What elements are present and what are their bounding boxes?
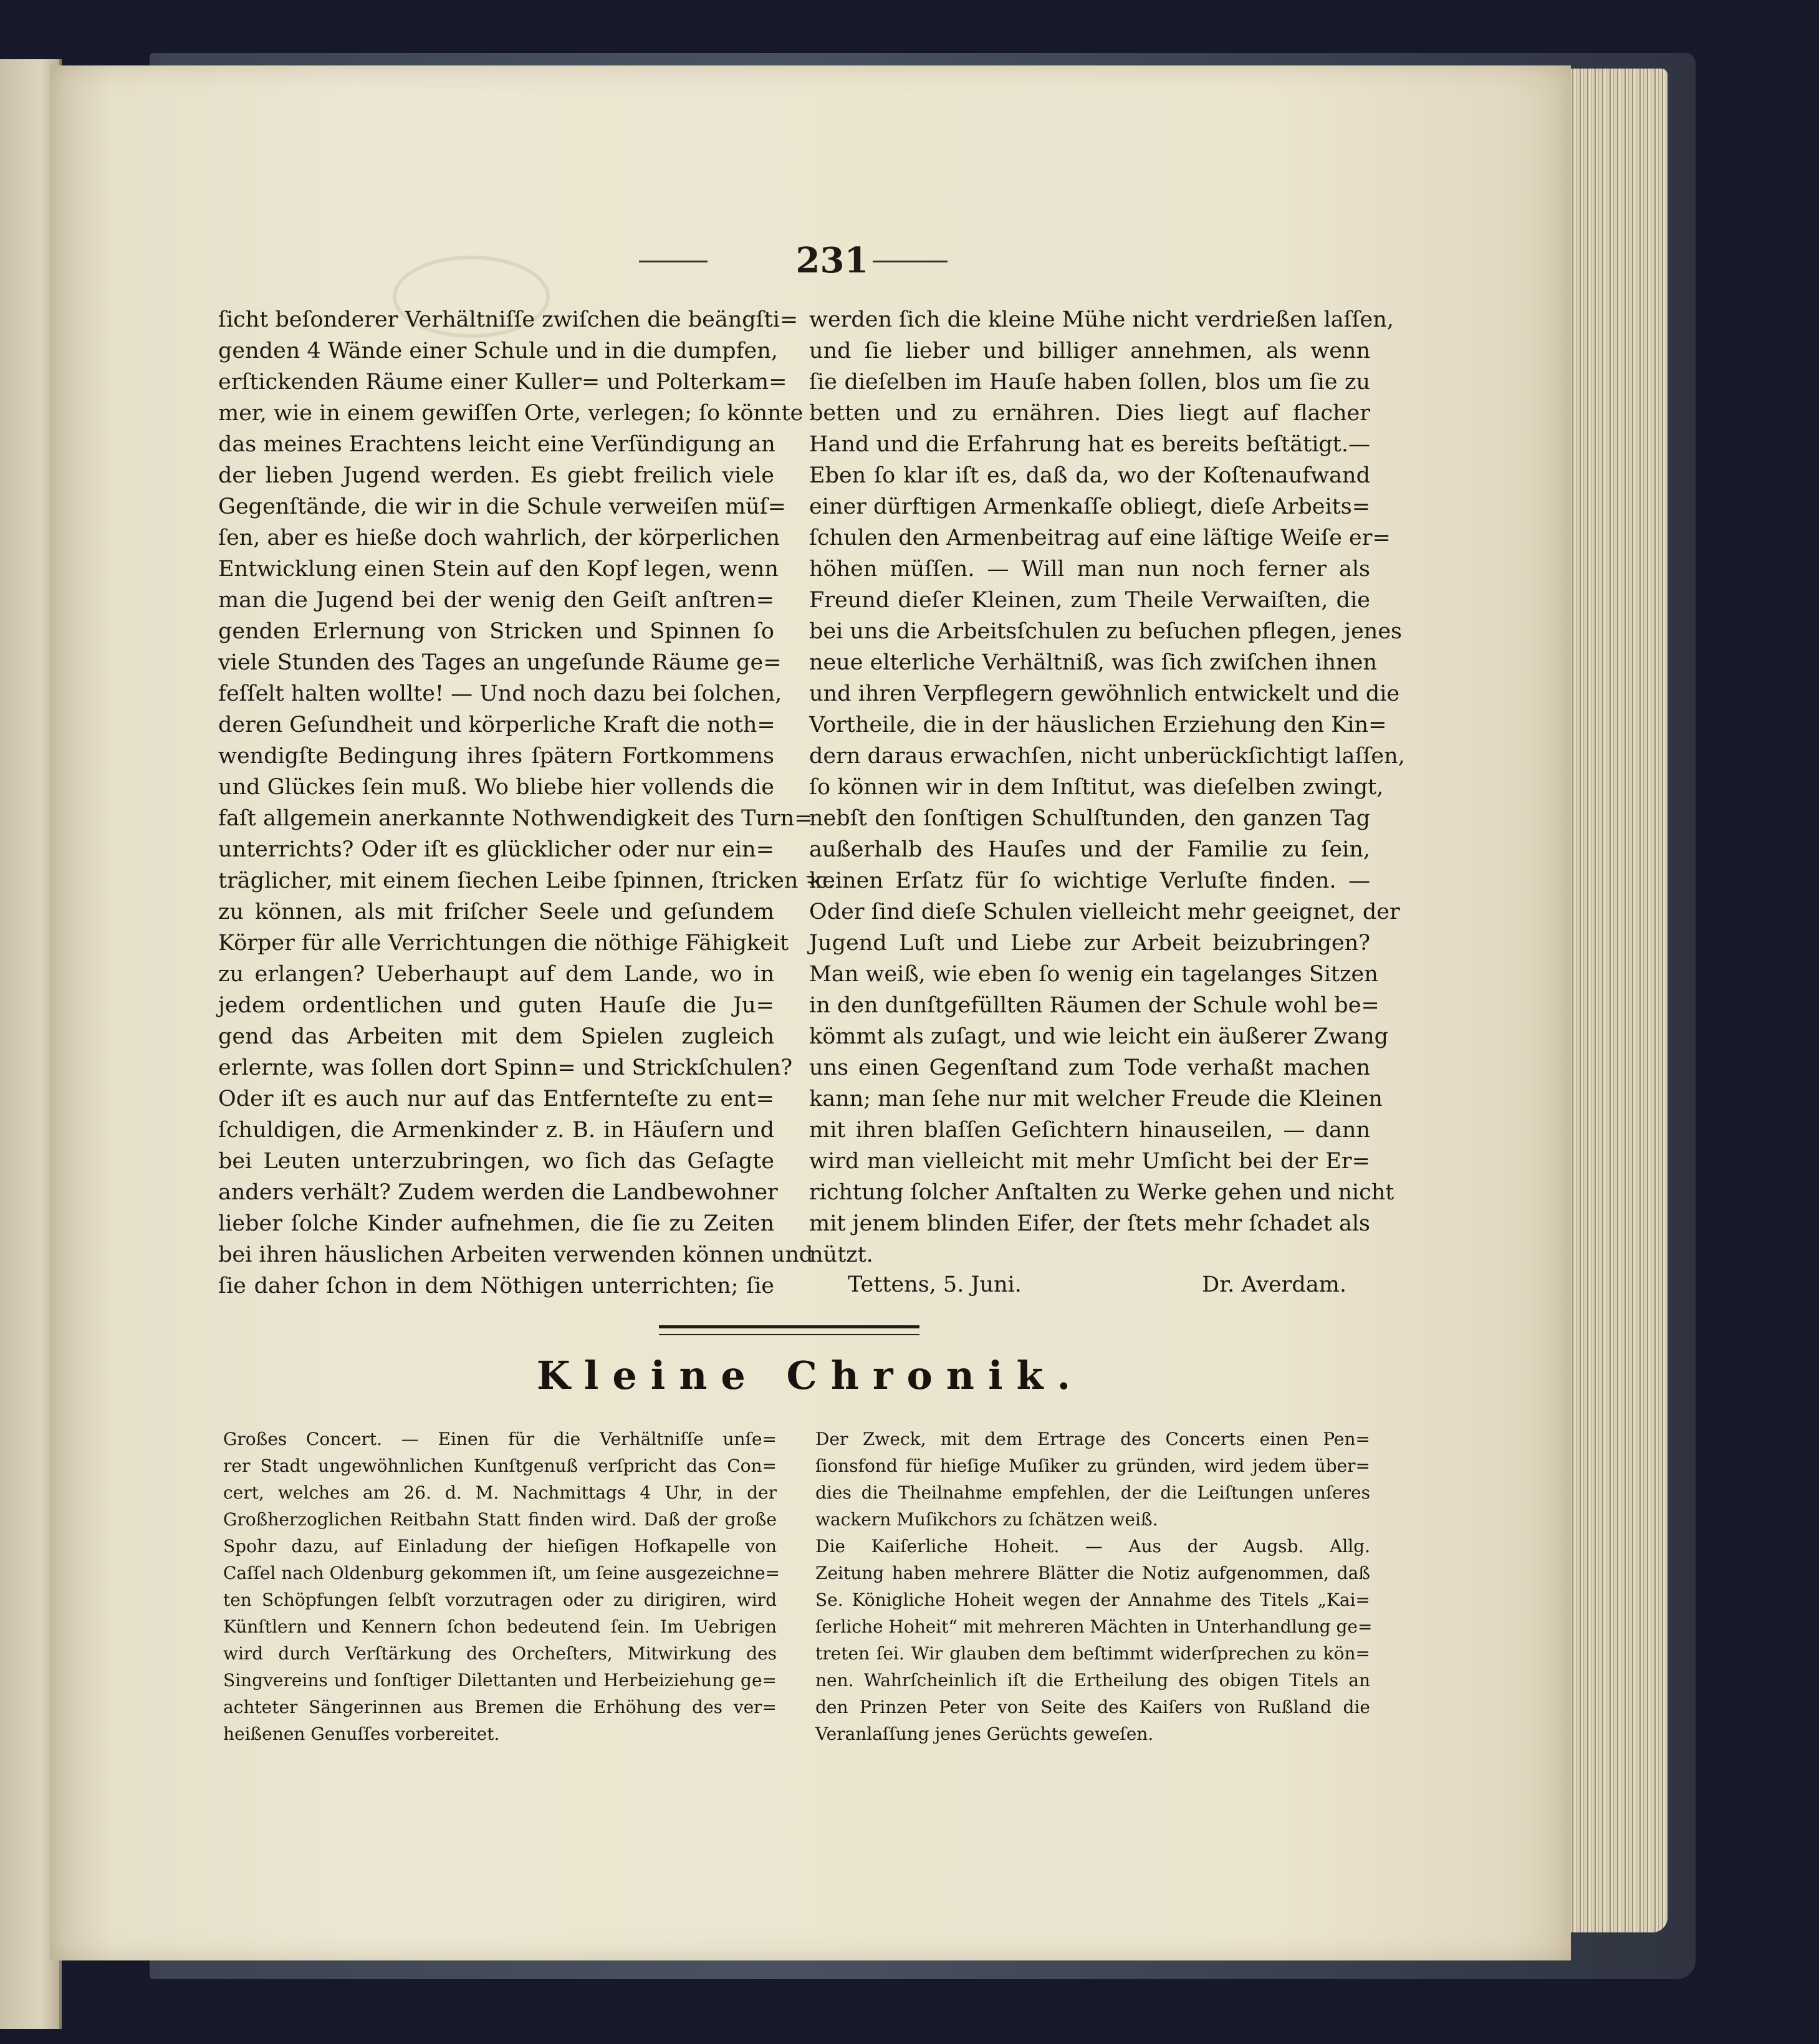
text-line: Eben ſo klar iſt es, daß da, wo der Koſtenaufwand <box>809 463 1370 488</box>
text-line: kömmt als zuſagt, und wie leicht ein äußerer Zwang <box>809 1024 1389 1049</box>
text-line: träglicher, mit einem ſiechen Leibe ſpinnen, ſtricken ꝛc. <box>218 868 835 893</box>
text-line: und ſie lieber und billiger annehmen, als wenn <box>809 338 1370 363</box>
text-line: mit ihren blaſſen Geſichtern hinauseilen, — dann <box>809 1118 1370 1143</box>
section-divider <box>659 1325 919 1335</box>
text-line: in den dunſtgefüllten Räumen der Schule wohl be= <box>809 993 1380 1018</box>
text-line: Se. Königliche Hoheit wegen der Annahme des Titels „Kai= <box>815 1590 1370 1610</box>
text-line: Zeitung haben mehrere Blätter die Notiz aufgenommen, daß <box>815 1563 1370 1583</box>
text-line: das meines Erachtens leicht eine Verſündigung an <box>218 432 775 457</box>
text-line: anders verhält? Zudem werden die Landbewohner <box>218 1180 778 1205</box>
section-title: Kleine Chronik. <box>536 1353 1085 1398</box>
text-line: keinen Erſatz für ſo wichtige Verluſte finden. — <box>809 868 1370 893</box>
text-line: Oder iſt es auch nur auf das Entfernteſte zu ent= <box>218 1087 774 1111</box>
text-line: Caſſel nach Oldenburg gekommen iſt, um ſeine ausgezeichne= <box>223 1563 780 1583</box>
text-line: unterrichts? Oder iſt es glücklicher oder nur ein= <box>218 837 774 862</box>
text-line: den Prinzen Peter von Seite des Kaiſers von Rußland die <box>815 1697 1370 1717</box>
text-line: bei Leuten unterzubringen, wo ſich das Geſagte <box>218 1149 774 1174</box>
text-line: Der Zweck, mit dem Ertrage des Concerts einen Pen= <box>815 1429 1370 1449</box>
text-line: Singvereins und ſonſtiger Dilettanten und Herbeiziehung ge= <box>223 1670 777 1691</box>
text-line: außerhalb des Hauſes und der Familie zu ſein, <box>809 837 1370 862</box>
text-line: genden 4 Wände einer Schule und in die dumpfen, <box>218 338 778 363</box>
signature-place: Tettens, 5. Juni. <box>848 1272 1022 1297</box>
text-line: ſchuldigen, die Armenkinder z. B. in Häuſern und <box>218 1118 774 1143</box>
text-line: achteter Sängerinnen aus Bremen die Erhöhung des ver= <box>223 1697 777 1717</box>
text-line: rer Stadt ungewöhnlichen Kunſtgenuß verſpricht das Con= <box>223 1456 777 1476</box>
text-line: wackern Muſikchors zu ſchätzen weiß. <box>815 1509 1158 1530</box>
text-line: mer, wie in einem gewiſſen Orte, verlegen; ſo könnte <box>218 401 804 426</box>
text-line: cert, welches am 26. d. M. Nachmittags 4 Uhr, in der <box>223 1482 777 1503</box>
text-line: nebſt den ſonſtigen Schulſtunden, den ganzen Tag <box>809 806 1370 831</box>
text-line: Die Kaiſerliche Hoheit. — Aus der Augsb. Allg. <box>815 1536 1370 1557</box>
text-line: Jugend Luſt und Liebe zur Arbeit beizubringen? <box>809 931 1370 956</box>
text-line: mit jenem blinden Eifer, der ſtets mehr ſchadet als <box>809 1211 1370 1236</box>
text-line: jedem ordentlichen und guten Hauſe die Ju= <box>218 993 774 1018</box>
text-line: ſerliche Hoheit“ mit mehreren Mächten in Unterhandlung ge= <box>815 1616 1373 1637</box>
text-line: genden Erlernung von Stricken und Spinnen ſo <box>218 619 774 644</box>
text-line: man die Jugend bei der wenig den Geiſt anſtren= <box>218 588 774 613</box>
chronicle-left-column <box>223 1426 780 1747</box>
text-line: Körper für alle Verrichtungen die nöthige Fähigkeit <box>218 931 789 956</box>
text-line: erlernte, was ſollen dort Spinn= und Strickſchulen? <box>218 1055 793 1080</box>
text-line: Hand und die Erfahrung hat es bereits beſtätigt.— <box>809 432 1370 457</box>
main-text-left-column <box>218 304 835 1302</box>
text-line: einer dürftigen Armenkaſſe obliegt, dieſe Arbeits= <box>809 494 1371 519</box>
header-rule-right <box>873 261 948 262</box>
text-line: feſſelt halten wollte! — Und noch dazu bei ſolchen, <box>218 681 782 706</box>
text-line: ſo können wir in dem Inſtitut, was dieſelben zwingt, <box>809 775 1384 800</box>
text-line: Oder ſind dieſe Schulen vielleicht mehr geeignet, der <box>809 900 1400 924</box>
signature-author: Dr. Averdam. <box>1202 1272 1346 1297</box>
text-line: Man weiß, wie eben ſo wenig ein tagelanges Sitzen <box>809 962 1378 987</box>
text-line: erſtickenden Räume einer Kuller= und Polterkam= <box>218 370 787 395</box>
text-line: dern daraus erwachſen, nicht unberückſichtigt laſſen, <box>809 744 1405 769</box>
main-text-right-column <box>809 304 1405 1270</box>
text-line: dies die Theilnahme empfehlen, der die Leiſtungen unſeres <box>815 1482 1370 1503</box>
text-line: lieber ſolche Kinder aufnehmen, die ſie zu Zeiten <box>218 1211 774 1236</box>
text-line: ten Schöpfungen ſelbſt vorzutragen oder zu dirigiren, wird <box>223 1590 777 1610</box>
text-line: Veranlaſſung jenes Gerüchts geweſen. <box>815 1724 1154 1744</box>
page-number: 231 <box>795 240 869 281</box>
text-line: ſionsfond für hieſige Muſiker zu gründen, wird jedem über= <box>815 1456 1370 1476</box>
text-line: bei uns die Arbeitsſchulen zu beſuchen pflegen, jenes <box>809 619 1402 644</box>
text-line: betten und zu ernähren. Dies liegt auf flacher <box>809 401 1370 426</box>
text-line: viele Stunden des Tages an ungeſunde Räume ge= <box>218 650 782 675</box>
text-line: treten ſei. Wir glauben dem beſtimmt widerſprechen zu kön= <box>815 1643 1370 1664</box>
page-edges <box>1562 69 1668 1932</box>
text-line: richtung ſolcher Anſtalten zu Werke gehen und nicht <box>809 1180 1394 1205</box>
text-line: Freund dieſer Kleinen, zum Theile Verwaiſten, die <box>809 588 1370 613</box>
text-line: bei ihren häuslichen Arbeiten verwenden können und <box>218 1242 814 1267</box>
text-line: und Glückes ſein muß. Wo bliebe hier vollends die <box>218 775 774 800</box>
text-line: ſicht beſonderer Verhältniſſe zwiſchen die beängſti= <box>218 307 799 332</box>
text-line: ſie daher ſchon in dem Nöthigen unterrichten; ſie <box>218 1274 774 1298</box>
text-line: Großes Concert. — Einen für die Verhältniſſe unſe= <box>223 1429 777 1449</box>
text-line: und ihren Verpflegern gewöhnlich entwickelt und die <box>809 681 1400 706</box>
text-line: zu erlangen? Ueberhaupt auf dem Lande, wo in <box>218 962 774 987</box>
text-line: höhen müſſen. — Will man nun noch ferner als <box>809 557 1370 582</box>
header-rule-left <box>639 261 708 262</box>
text-line: Künſtlern und Kennern ſchon bedeutend ſein. Im Uebrigen <box>223 1616 777 1637</box>
text-line: zu können, als mit friſcher Seele und geſundem <box>218 900 774 924</box>
text-line: Spohr dazu, auf Einladung der hieſigen Hofkapelle von <box>223 1536 777 1557</box>
text-line: neue elterliche Verhältniß, was ſich zwiſchen ihnen <box>809 650 1377 675</box>
text-line: ſie dieſelben im Hauſe haben ſollen, blos um ſie zu <box>809 370 1370 395</box>
text-line: wird durch Verſtärkung des Orcheſters, Mitwirkung des <box>223 1643 777 1664</box>
text-line: ſchulen den Armenbeitrag auf eine läſtige Weiſe er= <box>809 525 1391 550</box>
text-line: Entwicklung einen Stein auf den Kopf legen, wenn <box>218 557 779 582</box>
text-line: ſen, aber es hieße doch wahrlich, der körperlichen <box>218 525 780 550</box>
text-line: wird man vielleicht mit mehr Umſicht bei der Er= <box>809 1149 1370 1174</box>
text-line: kann; man ſehe nur mit welcher Freude die Kleinen <box>809 1087 1383 1111</box>
text-line: Gegenſtände, die wir in die Schule verweiſen müſ= <box>218 494 786 519</box>
text-line: der lieben Jugend werden. Es giebt freilich viele <box>218 463 774 488</box>
text-line: wendigſte Bedingung ihres ſpätern Fortkommens <box>218 744 774 769</box>
chronicle-right-column <box>815 1426 1373 1747</box>
text-line: nen. Wahrſcheinlich iſt die Ertheilung des obigen Titels an <box>815 1670 1370 1691</box>
text-line: uns einen Gegenſtand zum Tode verhaßt machen <box>809 1055 1370 1080</box>
text-line: Großherzoglichen Reitbahn Statt finden wird. Daß der große <box>223 1509 777 1530</box>
signature-line <box>848 1267 1346 1302</box>
text-line: Vortheile, die in der häuslichen Erziehung den Kin= <box>809 713 1387 737</box>
text-line: werden ſich die kleine Mühe nicht verdrießen laſſen, <box>809 307 1394 332</box>
text-line: heißenen Genuſſes vorbereitet. <box>223 1724 500 1744</box>
text-line: gend das Arbeiten mit dem Spielen zugleich <box>218 1024 774 1049</box>
text-line: deren Geſundheit und körperliche Kraft die noth= <box>218 713 775 737</box>
text-line: nützt. <box>809 1242 873 1267</box>
text-line: faſt allgemein anerkannte Nothwendigkeit des Turn= <box>218 806 813 831</box>
